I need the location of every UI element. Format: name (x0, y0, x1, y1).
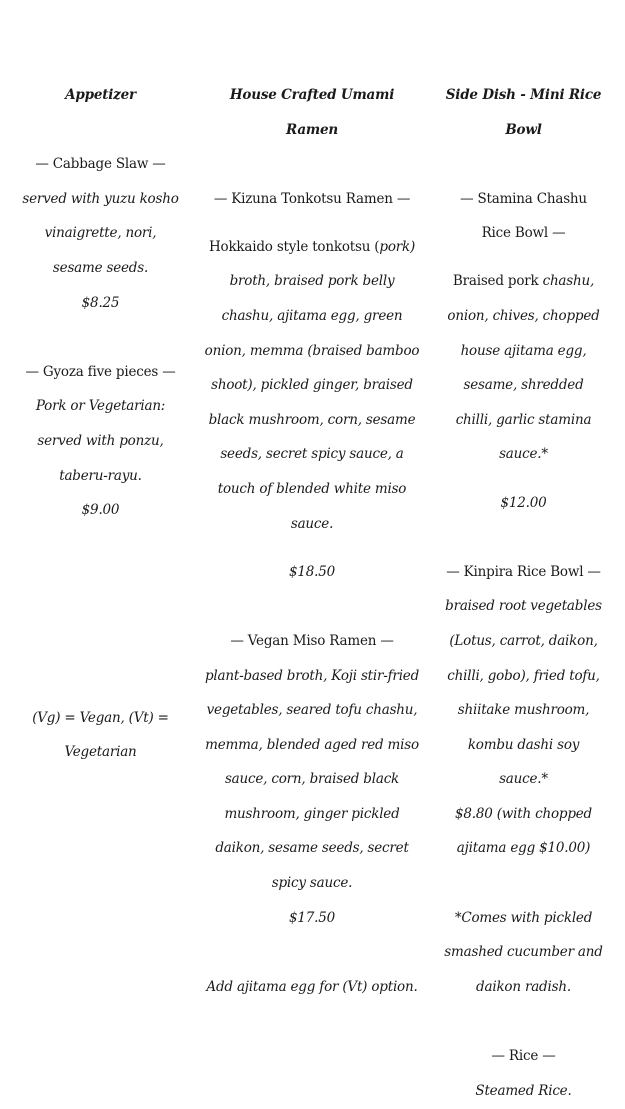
rice-name: — Rice — (491, 1048, 556, 1065)
stamina-chashu-price: $12.00 (500, 494, 547, 511)
kinpira-rice-bowl-price: $8.80 (with chopped ajitama egg $10.00) (455, 805, 592, 857)
menu (0, 78, 625, 1109)
kinpira-rice-bowl-name: — Kinpira Rice Bowl — (446, 563, 601, 580)
gyoza-name: — Gyoza five pieces — (25, 363, 176, 380)
ramen-column (203, 78, 421, 1004)
ajitama-egg-note: Add ajitama egg for (Vt) option. (206, 978, 418, 995)
cabbage-slaw-description: served with yuzu kosho vinaigrette, nori, sesame seeds. (22, 190, 179, 276)
tonkotsu-ramen-price: $18.50 (288, 563, 336, 580)
side-dish-heading: Side Dish - Mini Rice Bowl (445, 87, 602, 138)
appetizer-column (22, 78, 179, 770)
stamina-description-lead: Braised pork (452, 273, 543, 290)
ramen-heading: House Crafted Umami Ramen (229, 87, 395, 138)
tonkotsu-ramen-description (203, 230, 421, 541)
tonkotsu-description-lead: Hokkaido style tonkotsu ( (208, 238, 380, 255)
side-dish-column (444, 78, 603, 1108)
stamina-description-rest: chashu, onion, chives, chopped house ajitama egg, sesame, shredded chilli, garlic stamina sauce.* (447, 273, 600, 463)
tonkotsu-ramen-name: — Kizuna Tonkotsu Ramen — (213, 190, 411, 207)
kinpira-rice-bowl-description: braised root vegetables (Lotus, carrot, daikon, chilli, gobo), fried tofu, shiitake mushroom, kombu dashi soy sauce.* (445, 598, 602, 788)
gyoza-price: $9.00 (81, 502, 120, 519)
side-footnote: *Comes with pickled smashed cucumber and daikon radish. (444, 909, 603, 995)
vegan-miso-ramen-description: plant-based broth, Koji stir-fried vegetables, seared tofu chashu, memma, blended aged red miso sauce, corn, braised black mushroom, ginger pickled daikon, sesame seeds, secret spicy sauce. (204, 667, 420, 892)
rice-description: Steamed Rice. (475, 1082, 572, 1099)
stamina-chashu-name: — Stamina Chashu Rice Bowl — (460, 190, 587, 242)
vegan-miso-ramen-name: — Vegan Miso Ramen — (230, 632, 394, 649)
gyoza-description: Pork or Vegetarian: served with ponzu, taberu-rayu. (35, 398, 166, 484)
cabbage-slaw-name: — Cabbage Slaw — (35, 156, 166, 173)
appetizer-heading: Appetizer (65, 87, 136, 103)
vegan-miso-ramen-price: $17.50 (288, 909, 336, 926)
tonkotsu-description-rest: pork) broth, braised pork belly chashu, ajitama egg, green onion, memma (braised bamboo shoot), pickled ginger, braised black mushroom, corn, sesame seeds, secret spicy sauce, a touch of blended white miso sauce. (204, 238, 420, 532)
stamina-chashu-description (444, 264, 603, 472)
cabbage-slaw-price: $8.25 (81, 294, 120, 311)
diet-legend: (Vg) = Vegan, (Vt) = Vegetarian (32, 709, 169, 761)
